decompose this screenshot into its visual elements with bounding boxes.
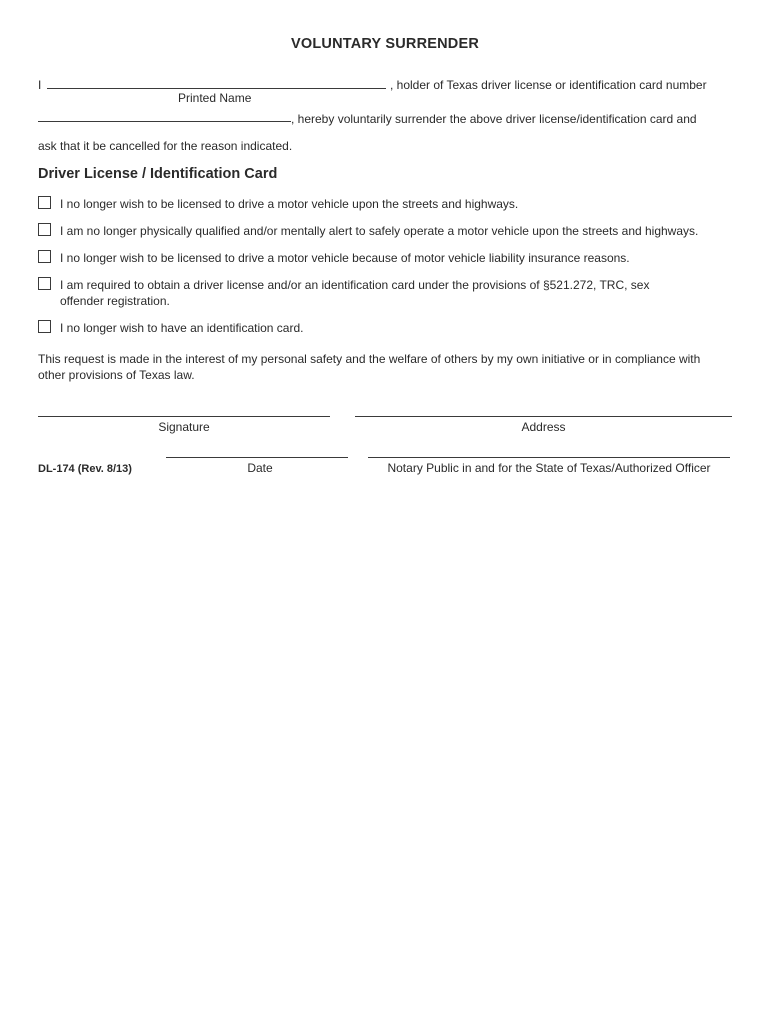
holder-text: , holder of Texas driver license or identification card number	[390, 78, 707, 92]
statement-line-1: This request is made in the interest of my personal safety and the welfare of others by my own initiative or in compliance with	[38, 352, 701, 366]
signature-field[interactable]	[38, 416, 330, 417]
address-label: Address	[521, 420, 566, 434]
printed-name-label: Printed Name	[178, 91, 252, 105]
option-5-checkbox[interactable]	[38, 320, 51, 333]
option-1-label: I no longer wish to be licensed to drive a motor vehicle upon the streets and highways.	[60, 197, 519, 211]
option-4-label: I am required to obtain a driver license and/or an identification card under the provisions of §521.272, TRC, sex	[60, 278, 650, 292]
address-field[interactable]	[355, 416, 732, 417]
form-number: DL-174 (Rev. 8/13)	[38, 463, 132, 475]
printed-name-field[interactable]	[47, 88, 386, 89]
option-2-label: I am no longer physically qualified and/or mentally alert to safely operate a motor vehicle upon the streets and highways.	[60, 224, 699, 238]
option-4-checkbox[interactable]	[38, 277, 51, 290]
date-label: Date	[247, 461, 273, 475]
signature-label: Signature	[158, 420, 210, 434]
license-number-field[interactable]	[38, 121, 291, 122]
option-5-label: I no longer wish to have an identification card.	[60, 321, 304, 335]
form-title: VOLUNTARY SURRENDER	[290, 36, 480, 52]
statement-line-2: other provisions of Texas law.	[38, 368, 195, 382]
option-3-label: I no longer wish to be licensed to drive a motor vehicle because of motor vehicle liability insurance reasons.	[60, 251, 630, 265]
option-1-checkbox[interactable]	[38, 196, 51, 209]
reason-text: ask that it be cancelled for the reason indicated.	[38, 139, 293, 153]
option-3-checkbox[interactable]	[38, 250, 51, 263]
notary-label: Notary Public in and for the State of Texas/Authorized Officer	[387, 461, 711, 475]
section-heading: Driver License / Identification Card	[38, 166, 278, 182]
date-field[interactable]	[166, 457, 348, 458]
option-4-label-line2: offender registration.	[60, 294, 170, 308]
option-2-checkbox[interactable]	[38, 223, 51, 236]
i-label: I	[38, 78, 42, 92]
notary-field[interactable]	[368, 457, 730, 458]
surrender-text: , hereby voluntarily surrender the above driver license/identification card and	[291, 112, 697, 126]
